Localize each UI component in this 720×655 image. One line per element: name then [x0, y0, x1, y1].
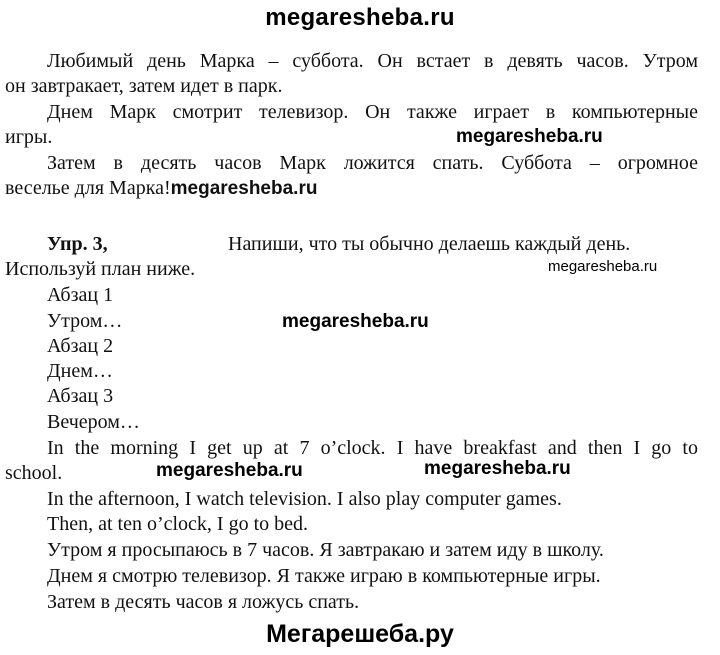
plan-item-evening: Вечером… [47, 411, 140, 433]
watermark-school-2: megaresheba.ru [424, 458, 571, 479]
plan-item-morning: Утром… [47, 310, 123, 332]
story-paragraph-2-line-2: игры. [5, 126, 53, 148]
answer-ru-line-3: Затем в десять часов я ложусь спать. [47, 591, 360, 613]
exercise-task-line-2: Используй план ниже. [5, 258, 196, 280]
watermark-school-1: megaresheba.ru [156, 460, 303, 481]
watermark-small: megaresheba.ru [548, 258, 658, 275]
site-watermark-bottom-text: Мегарешеба.ру [266, 620, 454, 648]
story-paragraph-3-line-2 [5, 176, 317, 201]
exercise-label: Упр. 3, [47, 233, 108, 255]
story-paragraph-2-line-1: Днем Марк смотрит телевизор. Он также играет в компьютерные [47, 101, 698, 123]
answer-en-line-2: school. [5, 462, 63, 484]
answer-en-line-1: In the morning I get up at 7 o’clock. I have breakfast and then I go to [47, 437, 698, 459]
site-watermark-bottom [0, 620, 720, 649]
exercise-task-line-1: Напиши, что ты обычно делаешь каждый день. [228, 233, 631, 255]
watermark-center: megaresheba.ru [282, 311, 429, 332]
story-paragraph-3-line-1: Затем в десять часов Марк ложится спать. Суббота – огромное [47, 152, 698, 174]
story-paragraph-3-line-2-text: веселье для Марка! [5, 177, 171, 199]
watermark-inline-2: megaresheba.ru [170, 178, 318, 199]
story-paragraph-1-line-1: Любимый день Марка – суббота. Он встает в девять часов. Утром [47, 50, 698, 72]
answer-ru-line-2: Днем я смотрю телевизор. Я также играю в компьютерные игры. [47, 565, 601, 587]
plan-item-paragraph-2: Абзац 2 [47, 335, 114, 357]
answer-en-line-4: Then, at ten o’clock, I go to bed. [47, 513, 309, 535]
answer-en-line-3: In the afternoon, I watch television. I also play computer games. [47, 488, 562, 510]
site-watermark-top: megaresheba.ru [265, 4, 455, 31]
plan-item-paragraph-1: Абзац 1 [47, 284, 114, 306]
answer-ru-line-1: Утром я просыпаюсь в 7 часов. Я завтракаю и затем иду в школу. [47, 539, 604, 561]
story-paragraph-1-line-2: он завтракает, затем идет в парк. [5, 75, 283, 97]
watermark-inline-1: megaresheba.ru [456, 126, 603, 147]
plan-item-afternoon: Днем… [47, 360, 113, 382]
plan-item-paragraph-3: Абзац 3 [47, 385, 114, 407]
